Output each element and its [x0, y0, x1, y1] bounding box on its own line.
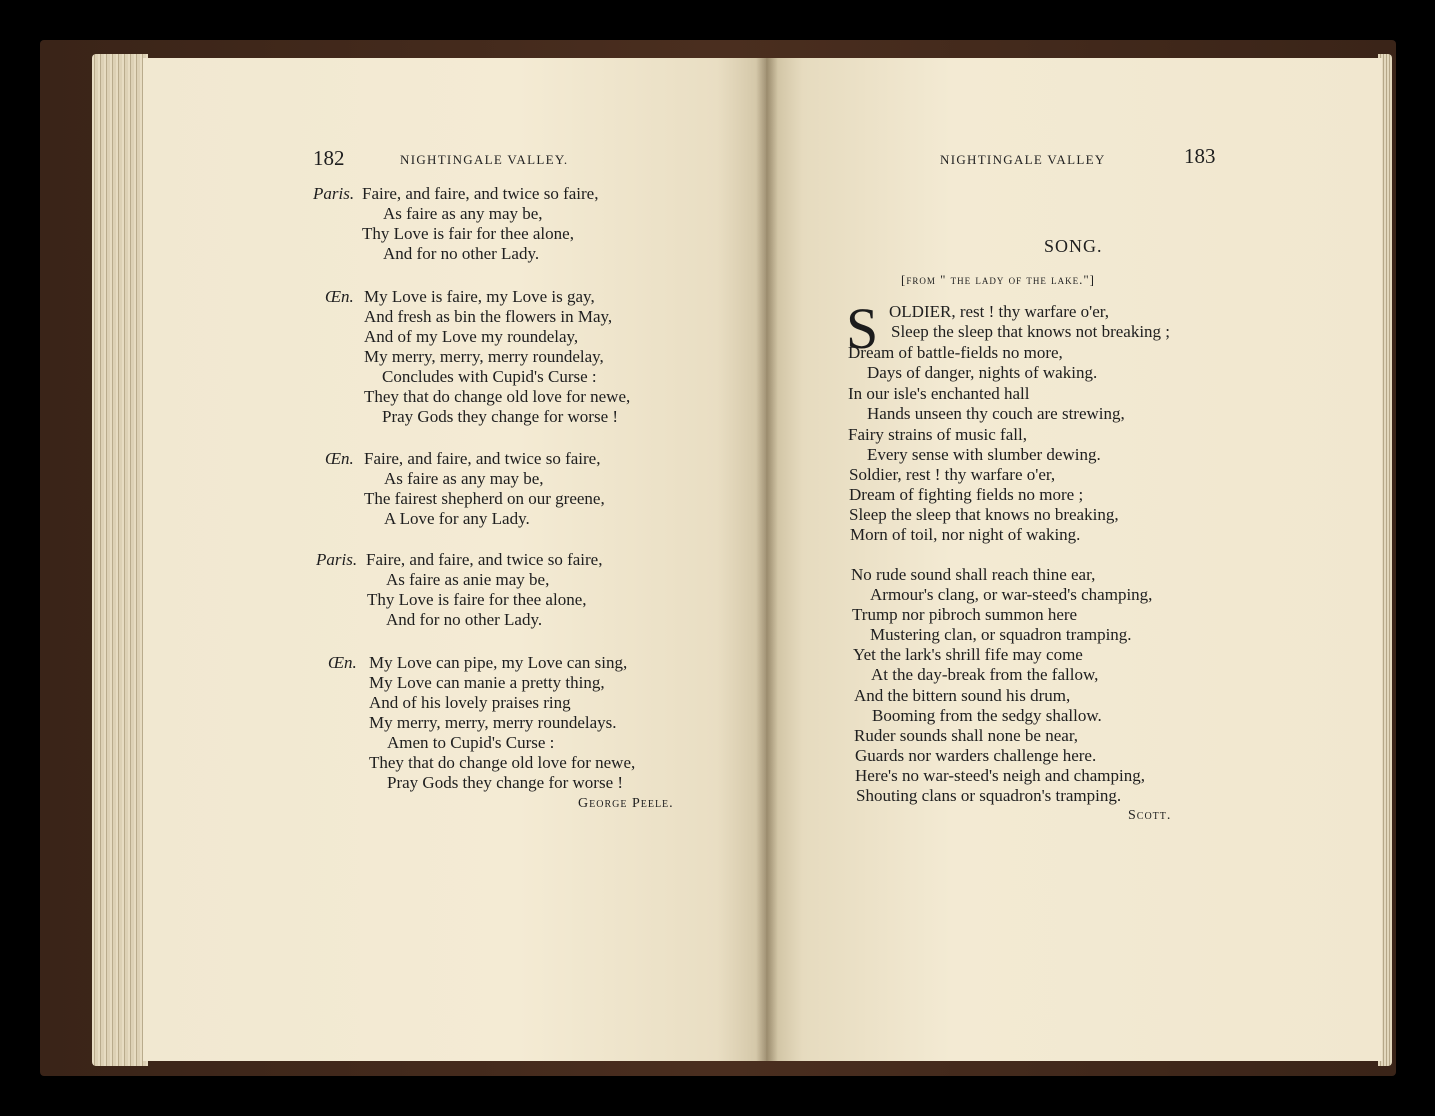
poem-line: Faire, and faire, and twice so faire,: [364, 449, 601, 468]
speaker-label: Paris.: [316, 550, 358, 569]
poem-line: My merry, merry, merry roundelays.: [369, 713, 617, 732]
poem-line: At the day-break from the fallow,: [871, 665, 1099, 684]
book-gutter: [756, 58, 778, 1061]
right-page: [766, 58, 1382, 1061]
poem-line: Hands unseen thy couch are strewing,: [867, 404, 1125, 423]
poem-line: Thy Love is faire for thee alone,: [367, 590, 587, 609]
poem-line: My Love is faire, my Love is gay,: [364, 287, 595, 306]
speaker-label: Paris.: [313, 184, 355, 203]
poem-line: The fairest shepherd on our greene,: [364, 489, 605, 508]
poem-line: My Love can pipe, my Love can sing,: [369, 653, 628, 672]
attribution-left: George Peele.: [578, 796, 674, 811]
poem-line: Concludes with Cupid's Curse :: [382, 367, 597, 386]
poem-line: A Love for any Lady.: [384, 509, 530, 528]
poem-line: My Love can manie a pretty thing,: [369, 673, 605, 692]
poem-line: Mustering clan, or squadron tramping.: [870, 625, 1132, 644]
poem-line: Guards nor warders challenge here.: [855, 746, 1097, 765]
page-number-right: 183: [1184, 144, 1216, 168]
poem-line: Fairy strains of music fall,: [848, 425, 1027, 444]
attribution-right: Scott.: [1128, 808, 1172, 823]
running-head-left: NIGHTINGALE VALLEY.: [400, 152, 569, 167]
left-page-edges: [92, 54, 148, 1066]
poem-line: Every sense with slumber dewing.: [867, 445, 1101, 464]
poem-line: And for no other Lady.: [383, 244, 540, 263]
poem-line: Soldier, rest ! thy warfare o'er,: [849, 465, 1056, 484]
drop-cap: S: [846, 296, 879, 361]
poem-line: Thy Love is fair for thee alone,: [362, 224, 574, 243]
poem-line: Booming from the sedgy shallow.: [872, 706, 1102, 725]
poem-title: SONG.: [1044, 236, 1103, 256]
poem-line: Armour's clang, or war-steed's champing,: [870, 585, 1153, 604]
left-page: [143, 58, 767, 1061]
poem-line: As faire as anie may be,: [386, 570, 550, 589]
poem-line: And fresh as bin the flowers in May,: [364, 307, 613, 326]
poem-line: As faire as any may be,: [383, 204, 543, 223]
poem-line: And of my Love my roundelay,: [364, 327, 579, 346]
speaker-label: Œn.: [325, 449, 354, 468]
poem-line: And the bittern sound his drum,: [854, 686, 1071, 705]
poem-line: Faire, and faire, and twice so faire,: [366, 550, 603, 569]
poem-line: Amen to Cupid's Curse :: [387, 733, 555, 752]
running-head-right: NIGHTINGALE VALLEY: [940, 152, 1106, 167]
poem-line: My merry, merry, merry roundelay,: [364, 347, 604, 366]
poem-line: Pray Gods they change for worse !: [387, 773, 624, 792]
poem-line: Trump nor pibroch summon here: [852, 605, 1078, 624]
poem-line: In our isle's enchanted hall: [848, 384, 1030, 403]
poem-line: Sleep the sleep that knows not breaking ;: [891, 322, 1171, 341]
poem-line: OLDIER, rest ! thy warfare o'er,: [889, 302, 1109, 321]
page-number-left: 182: [313, 146, 345, 170]
poem-subtitle: [from " the lady of the lake."]: [901, 272, 1096, 287]
poem-line: Dream of battle-fields no more,: [848, 343, 1063, 362]
speaker-label: Œn.: [325, 287, 354, 306]
poem-line: Shouting clans or squadron's tramping.: [856, 786, 1122, 805]
poem-line: And of his lovely praises ring: [369, 693, 571, 712]
poem-line: Morn of toil, nor night of waking.: [850, 525, 1081, 544]
poem-line: They that do change old love for newe,: [364, 387, 631, 406]
poem-line: Here's no war-steed's neigh and champing,: [855, 766, 1145, 785]
poem-line: No rude sound shall reach thine ear,: [851, 565, 1096, 584]
poem-line: And for no other Lady.: [386, 610, 543, 629]
poem-line: Sleep the sleep that knows no breaking,: [849, 505, 1119, 524]
poem-line: Faire, and faire, and twice so faire,: [362, 184, 599, 203]
poem-line: Days of danger, nights of waking.: [867, 363, 1098, 382]
poem-line: As faire as any may be,: [384, 469, 544, 488]
poem-line: Ruder sounds shall none be near,: [854, 726, 1079, 745]
poem-line: Yet the lark's shrill fife may come: [853, 645, 1083, 664]
poem-line: Pray Gods they change for worse !: [382, 407, 619, 426]
speaker-label: Œn.: [328, 653, 357, 672]
poem-line: They that do change old love for newe,: [369, 753, 636, 772]
poem-line: Dream of fighting fields no more ;: [849, 485, 1084, 504]
